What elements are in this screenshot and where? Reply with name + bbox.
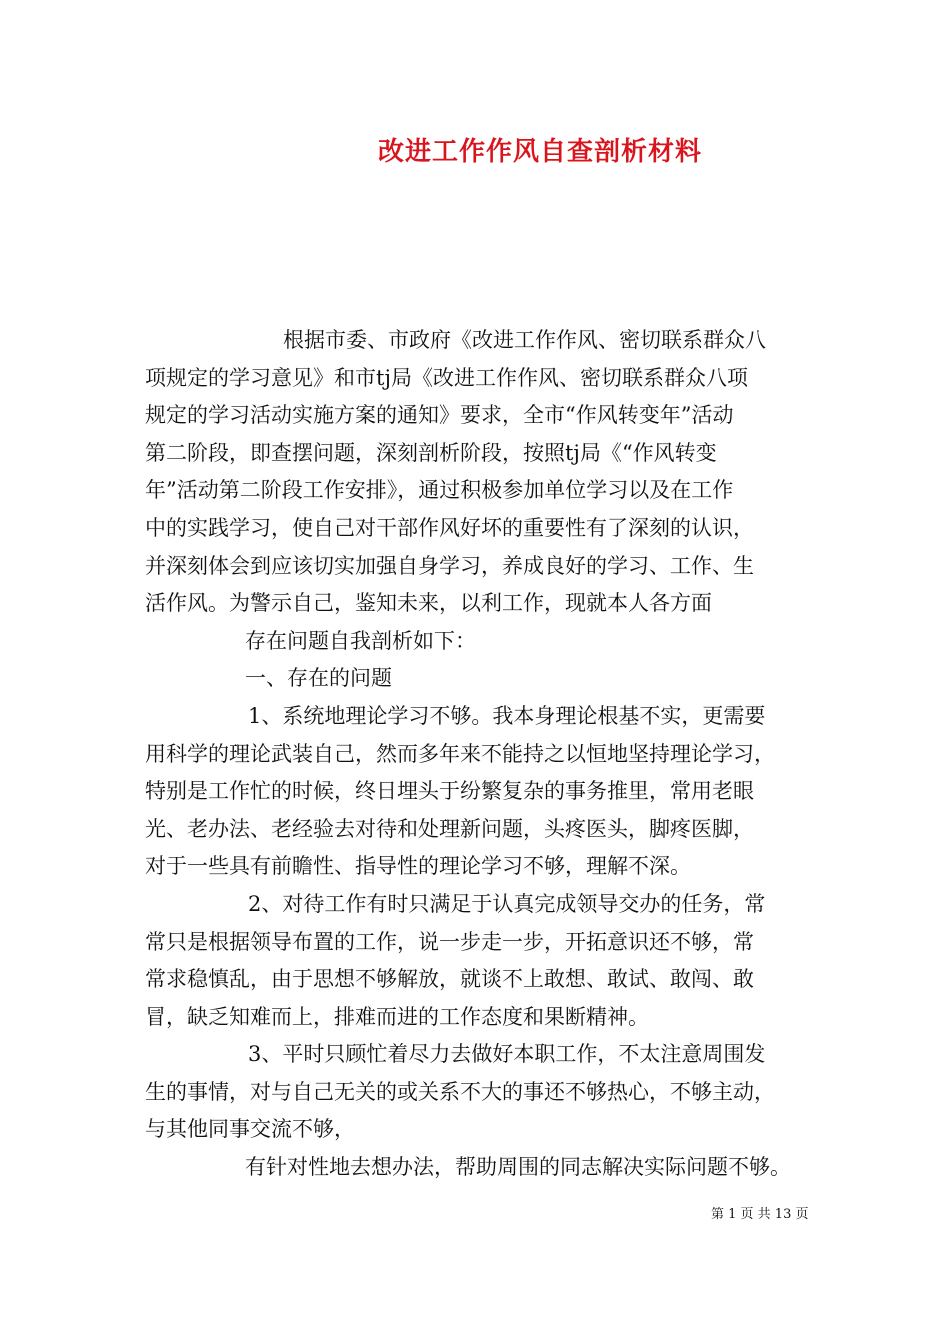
paragraph-line: 1、系统地理论学习不够。我本身理论根基不实，更需要 bbox=[248, 703, 766, 728]
paragraph-line: 常求稳慎乱，由于思想不够解放，就谈不上敢想、敢试、敢闯、敢 bbox=[145, 967, 754, 992]
paragraph-line: 根据市委、市政府《改进工作作风、密切联系群众八 bbox=[283, 328, 766, 352]
paragraph-line: 年”活动第二阶段工作安排》，通过积极参加单位学习以及在工作 bbox=[145, 478, 734, 503]
paragraph-line: 规定的学习活动实施方案的通知》要求，全市“作风转变年”活动 bbox=[145, 403, 734, 428]
paragraph-line: 有针对性地去想办法，帮助周围的同志解决实际问题不够。 bbox=[245, 1155, 791, 1180]
paragraph-line: 生的事情，对与自己无关的或关系不大的事还不够热心，不够主动， bbox=[145, 1079, 775, 1104]
paragraph-line: 3、平时只顾忙着尽力去做好本职工作，不太注意周围发 bbox=[248, 1042, 766, 1067]
paragraph-line: 对于一些具有前瞻性、指导性的理论学习不够，理解不深。 bbox=[145, 854, 691, 879]
paragraph-line: 冒，缺乏知难而上，排难而进的工作态度和果断精神。 bbox=[145, 1004, 649, 1029]
document-title: 改进工作作风自查剖析材料 bbox=[377, 137, 702, 167]
paragraph-line: 光、老办法、老经验去对待和处理新问题，头疼医头，脚疼医脚， bbox=[145, 816, 754, 841]
paragraph-line: 与其他同事交流不够， bbox=[145, 1117, 355, 1142]
paragraph-line: 并深刻体会到应该切实加强自身学习，养成良好的学习、工作、生 bbox=[145, 553, 754, 578]
paragraph-line: 用科学的理论武装自己，然而多年来不能持之以恒地坚持理论学习， bbox=[145, 741, 775, 766]
document-body bbox=[145, 322, 813, 1187]
paragraph-line: 存在问题自我剖析如下： bbox=[245, 628, 476, 653]
paragraph-line: 活作风。为警示自己，鉴知未来，以利工作，现就本人各方面 bbox=[145, 591, 712, 616]
paragraph-line: 2、对待工作有时只满足于认真完成领导交办的任务，常 bbox=[248, 891, 766, 916]
page-number-footer: 第 1 页 共 13 页 bbox=[711, 1207, 809, 1222]
section-heading: 一、存在的问题 bbox=[245, 666, 392, 691]
paragraph-line: 特别是工作忙的时候，终日埋头于纷繁复杂的事务推里，常用老眼 bbox=[145, 779, 754, 804]
paragraph-line: 第二阶段，即查摆问题，深刻剖析阶段，按照tj局《“作风转变 bbox=[145, 440, 717, 465]
paragraph-line: 中的实践学习，使自己对干部作风好坏的重要性有了深刻的认识， bbox=[145, 515, 754, 540]
paragraph-line: 常只是根据领导布置的工作，说一步走一步，开拓意识还不够，常 bbox=[145, 929, 754, 954]
paragraph-line: 项规定的学习意见》和市tj局《改进工作作风、密切联系群众八项 bbox=[145, 365, 748, 390]
